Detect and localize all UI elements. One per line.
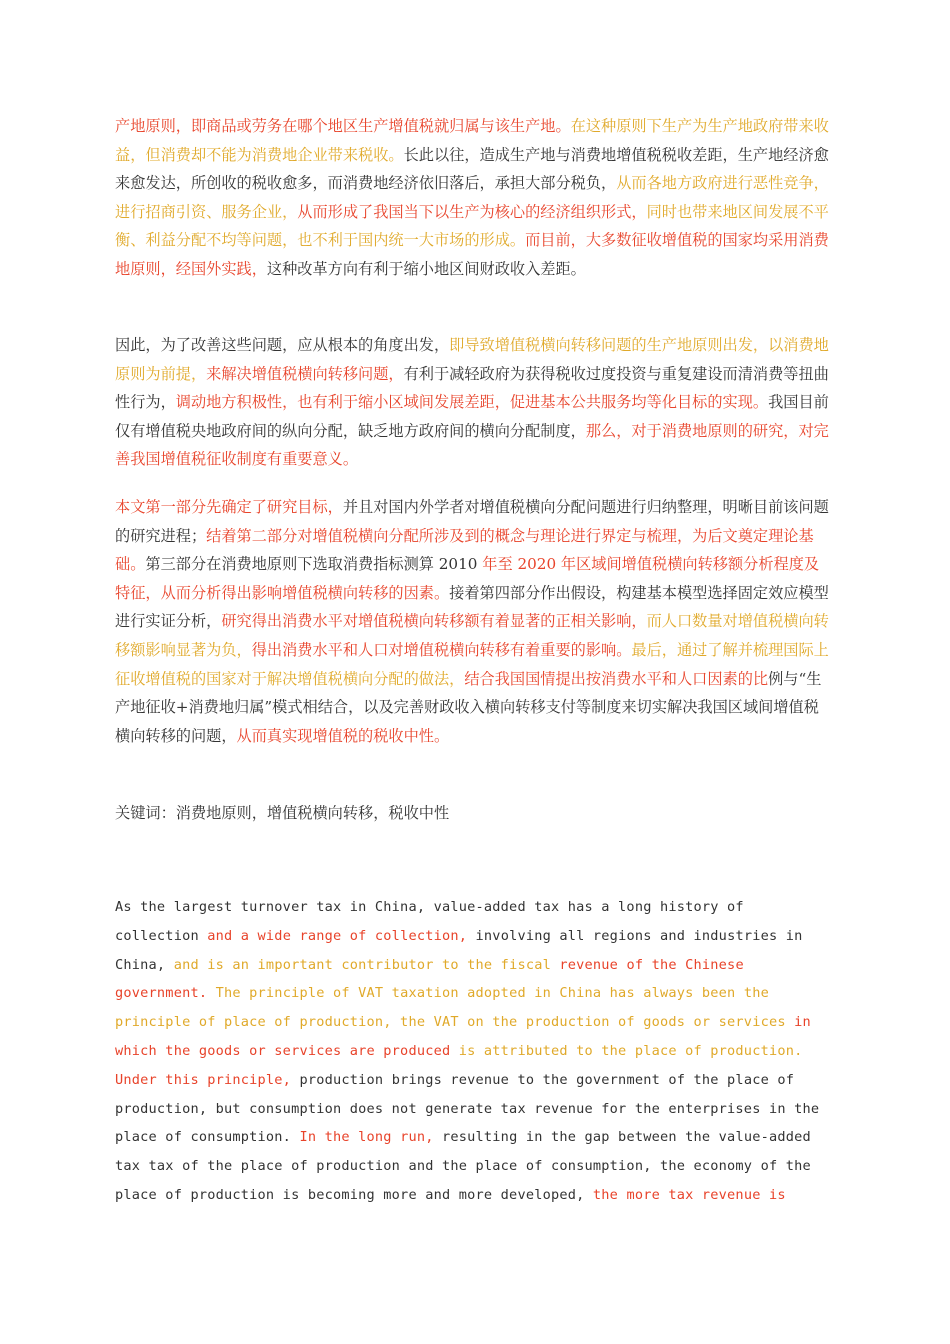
text-segment: 长此以往，造成生产地与消费地增值税税收差距，生产地经济愈来愈发达，所创收的税收愈多，而消费地经济依旧落后，承担大部分税负， xyxy=(115,145,829,193)
text-segment: 关键词：消费地原则，增值税横向转移，税收中性 xyxy=(115,804,450,822)
text-segment: 即导致增值税横向转移问题的生产地原则出发，以消费地原则为前提， xyxy=(115,336,829,383)
text-segment: China, xyxy=(115,956,174,973)
text-segment: Under this principle, xyxy=(115,1071,292,1088)
text-segment: and a wide range of collection, xyxy=(207,927,468,944)
english-line xyxy=(115,893,830,922)
text-segment: 并且对国内外学者对增值税横向分配问题进行归纳整理，明晰目前该问题的研究进程； xyxy=(115,498,829,545)
english-line xyxy=(115,1066,830,1095)
abstract-paragraph-2 xyxy=(115,331,830,474)
text-segment: resulting in the gap between the value-added xyxy=(433,1129,811,1146)
english-line xyxy=(115,1152,830,1181)
text-segment: 结合我国国情提出按消费水平和人口因素的比 xyxy=(464,669,769,688)
text-segment: 年至 2020 年区域间增值税横向转移额分析程度及特征，从而分析得出影响增值税横向转移的因素。 xyxy=(115,555,820,602)
text-segment: collection xyxy=(115,927,208,944)
text-segment: 从而真实现增值税的税收中性。 xyxy=(236,726,450,745)
english-line xyxy=(115,951,830,980)
text-segment: and is an important contributor to the fiscal xyxy=(173,956,560,973)
text-segment: which the goods or services are produced xyxy=(115,1042,459,1059)
text-segment: is attributed to the place of production. xyxy=(458,1042,803,1059)
text-segment: 来解决增值税横向转移问题， xyxy=(206,364,404,383)
text-segment: 研究得出消费水平对增值税横向转移额有着显著的正相关影响， xyxy=(221,612,647,631)
text-segment: 产地原则，即商品或劳务在哪个地区生产增值税就归属与该生产地。 xyxy=(115,117,571,135)
text-segment: 那么，对于消费地原则的研究，对完善我国增值税征收制度有重要意义。 xyxy=(115,421,829,469)
text-segment: 本文第一部分先确定了研究目标， xyxy=(115,498,343,516)
english-line xyxy=(115,1008,830,1037)
text-segment: principle of place of production, the VAT on the production of goods or services xyxy=(115,1014,795,1031)
text-segment: 调动地方积极性，也有利于缩小区域间发展差距，促进基本公共服务均等化目标的实现。 xyxy=(175,393,769,412)
abstract-paragraph-3 xyxy=(115,493,830,750)
text-segment: 得出消费水平和人口对增值税横向转移有着重要的影响。 xyxy=(251,640,632,659)
text-segment: tax tax of the place of production and the place of consumption, the economy of the xyxy=(115,1158,811,1175)
text-segment: 最后，通过了解并梳理国际上征收增值税的国家对于解决增值税横向分配的做法， xyxy=(115,640,829,688)
text-segment: the more tax revenue is xyxy=(592,1186,786,1203)
text-segment: 从而形成了我国当下以生产为核心的经济组织形式， xyxy=(297,202,647,221)
english-line xyxy=(115,1181,830,1210)
text-segment: In the long run, xyxy=(299,1129,434,1146)
text-segment: production, but consumption does not generate tax revenue for the enterprises in the xyxy=(115,1100,820,1117)
text-segment: 从而各地方政府进行恶性竞争，进行招商引资、服务企业， xyxy=(115,174,829,221)
text-segment: As the largest turnover tax in China, value-added tax has a long history of xyxy=(115,899,744,915)
text-segment: 结着第二部分对增值税横向分配所涉及到的概念与理论进行界定与梳理，为后文奠定理论基础。 xyxy=(115,526,814,574)
english-line xyxy=(115,1095,830,1124)
text-segment: 例与“生产地征收+消费地归属”模式相结合，以及完善财政收入横向转移支付等制度来切实解决我国区域间增值税横向转移的问题， xyxy=(115,669,822,745)
text-segment: 第三部分在消费地原则下选取消费指标测算 2010 xyxy=(145,555,483,574)
english-abstract xyxy=(115,893,830,1210)
abstract-paragraph-1 xyxy=(115,112,830,284)
text-segment: place of consumption. xyxy=(115,1129,300,1146)
text-segment: 同时也带来地区间发展不平衡、利益分配不均等问题，也不利于国内统一大市场的形成。 xyxy=(115,202,829,250)
text-segment: revenue of the Chinese xyxy=(559,956,744,973)
text-segment: production brings revenue to the government of the place of xyxy=(291,1071,795,1088)
text-segment: 而人口数量对增值税横向转移额影响显著为负， xyxy=(115,612,829,659)
text-segment: 接着第四部分作出假设，构建基本模型选择固定效应模型进行实证分析， xyxy=(115,583,829,631)
text-segment: in xyxy=(794,1014,811,1031)
text-segment: 我国目前仅有增值税央地政府间的纵向分配，缺乏地方政府间的横向分配制度， xyxy=(115,393,829,440)
text-segment: 有利于减轻政府为获得税收过度投资与重复建设而清消费等扭曲性行为， xyxy=(115,364,829,412)
text-segment: 在这种原则下生产为生产地政府带来收益，但消费却不能为消费地企业带来税收。 xyxy=(115,117,829,164)
english-line xyxy=(115,1123,830,1152)
text-segment: government. xyxy=(115,985,208,1002)
keywords-line xyxy=(115,799,830,828)
english-line xyxy=(115,1037,830,1066)
text-segment: 这种改革方向有利于缩小地区间财政收入差距。 xyxy=(266,259,586,278)
text-segment: involving all regions and industries in xyxy=(467,927,803,944)
english-line xyxy=(115,922,830,951)
english-line xyxy=(115,979,830,1008)
text-segment: 而目前，大多数征收增值税的国家均采用消费地原则，经国外实践， xyxy=(115,231,829,278)
text-segment: place of production is becoming more and more developed, xyxy=(115,1186,593,1203)
text-segment: 因此，为了改善这些问题，应从根本的角度出发， xyxy=(115,336,450,354)
text-segment: The principle of VAT taxation adopted in China has always been the xyxy=(207,985,769,1002)
